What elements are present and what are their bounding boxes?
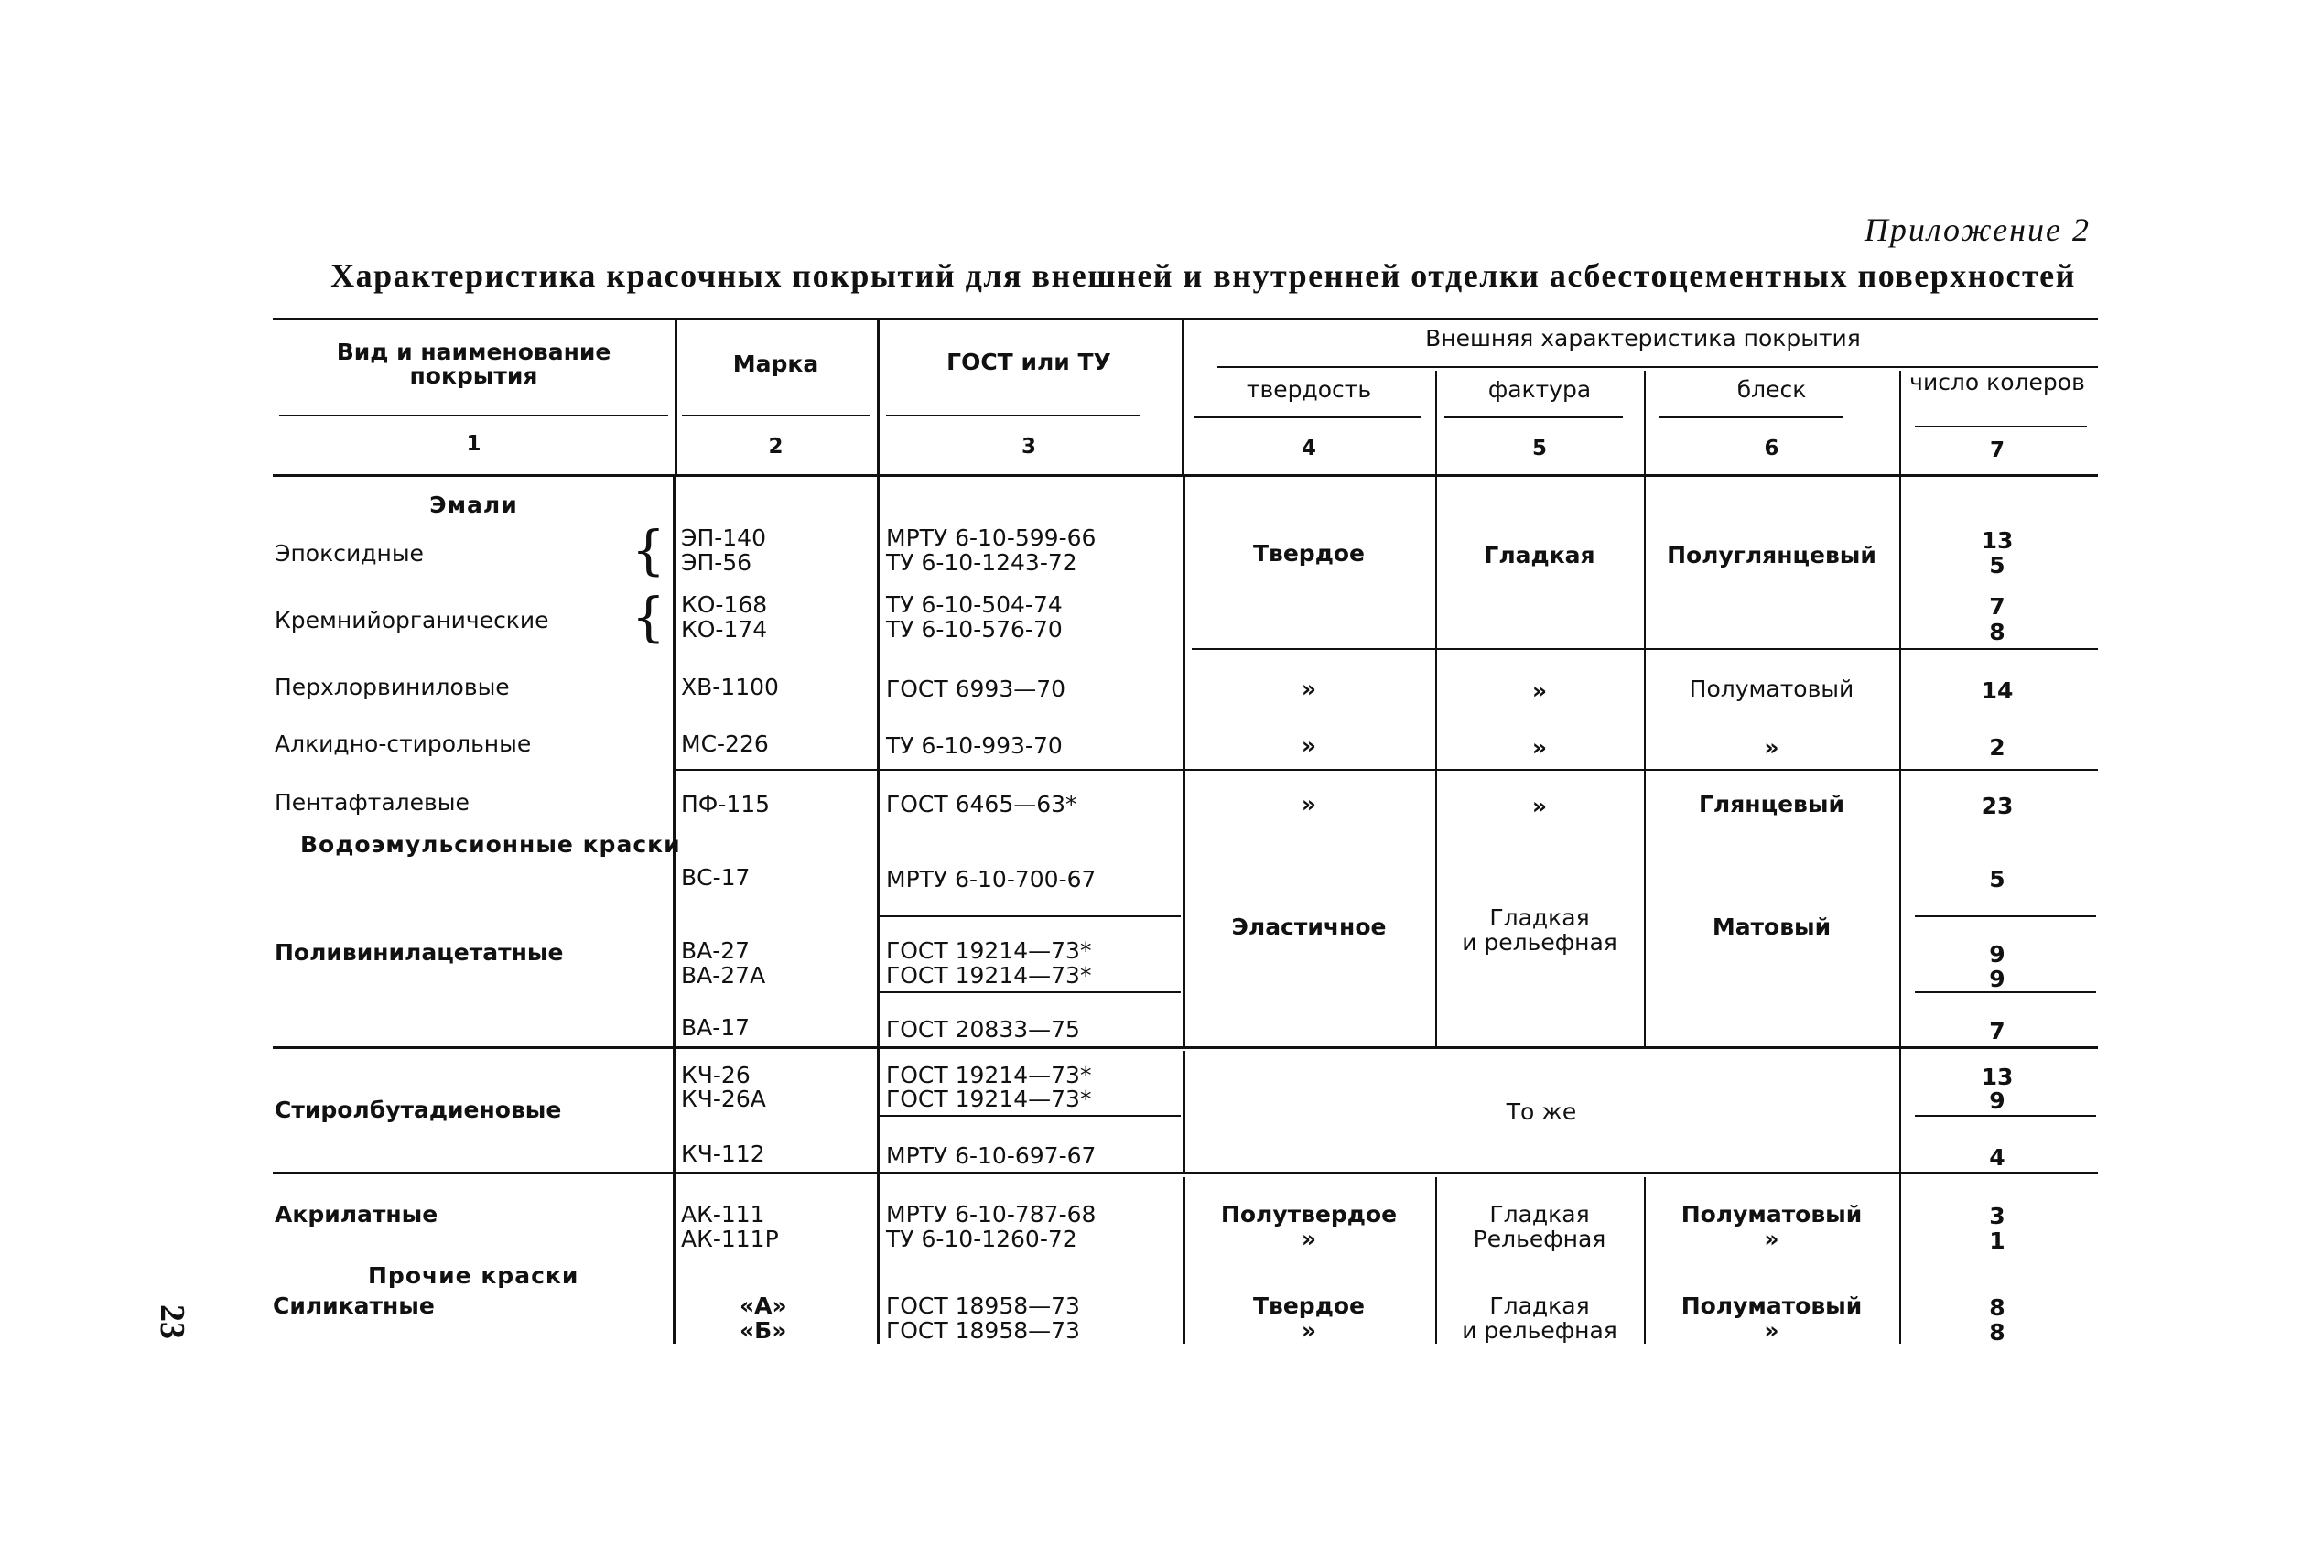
row-penta-texture: »: [1531, 793, 1548, 819]
row-silicate-texture-1: Гладкая: [1489, 1292, 1590, 1319]
appendix-label: Приложение 2: [1864, 211, 2091, 248]
row-penta-gloss: Глянцевый: [1699, 791, 1844, 817]
row-styrene-gost-2: МРТУ 6-10-697-67: [886, 1142, 1097, 1169]
table-title: Характеристика красочных покрытий для внешней и внутренней отделки асбестоцементных поверхностей: [330, 257, 2076, 294]
row-styrene-gost-1a: ГОСТ 19214—73*: [886, 1062, 1092, 1088]
section-other: Прочие краски: [368, 1262, 579, 1289]
row-acryl-name: Акрилатные: [275, 1201, 438, 1227]
row-acryl-gloss-2: »: [1764, 1226, 1779, 1252]
row-alkyd-mark: МС-226: [681, 730, 769, 757]
row-silicate-gloss-2: »: [1764, 1317, 1779, 1344]
row-alkyd-hardness: »: [1301, 732, 1317, 759]
row-epoxy-hardness: Твердое: [1252, 540, 1366, 567]
col-num-1: 1: [466, 432, 481, 456]
row-silicone-gost-2: ТУ 6-10-576-70: [886, 616, 1063, 643]
row-epoxy-gloss: Полуглянцевый: [1667, 542, 1876, 568]
row-pva-gloss: Матовый: [1712, 914, 1832, 940]
row-pva-mark-2b: ВА-27А: [681, 962, 766, 989]
header-mark: Марка: [732, 351, 819, 377]
row-acryl-mark-2: АК-111Р: [681, 1226, 779, 1252]
row-acryl-mark-1: АК-111: [681, 1201, 765, 1227]
row-penta-colors: 23: [1981, 793, 2014, 819]
row-alkyd-colors: 2: [1989, 734, 2005, 761]
row-epoxy-name: Эпоксидные: [275, 540, 424, 567]
row-epoxy-texture: Гладкая: [1484, 542, 1595, 568]
row-epoxy-colors-1: 13: [1981, 527, 2014, 554]
header-colors: число колеров: [1909, 369, 2085, 395]
brace-silicone: {: [632, 586, 665, 648]
col-num-5: 5: [1531, 437, 1547, 460]
row-perchlor-gost: ГОСТ 6993—70: [886, 676, 1066, 702]
row-alkyd-texture: »: [1531, 734, 1548, 761]
row-pva-gost-2b: ГОСТ 19214—73*: [886, 962, 1092, 989]
row-perchlor-texture: »: [1531, 677, 1548, 704]
brace-epoxy: {: [632, 519, 665, 581]
row-epoxy-gost-1: МРТУ 6-10-599-66: [886, 524, 1097, 551]
row-perchlor-gloss: Полуматовый: [1689, 676, 1854, 702]
row-silicone-colors-2: 8: [1989, 619, 2005, 645]
section-enamels: Эмали: [429, 492, 518, 518]
row-styrene-mark-1a: КЧ-26: [681, 1062, 751, 1088]
row-styrene-colors-1a: 13: [1981, 1064, 2014, 1090]
row-acryl-gost-2: ТУ 6-10-1260-72: [886, 1226, 1077, 1252]
page-number: 23: [153, 1304, 191, 1339]
row-silicone-mark-1: КО-168: [681, 591, 768, 618]
row-acryl-hardness-1: Полутвердое: [1220, 1201, 1398, 1227]
row-acryl-texture-1: Гладкая: [1489, 1201, 1590, 1227]
section-water-emulsion: Водоэмульсионные краски: [300, 831, 681, 858]
row-pva-mark-3: ВА-17: [681, 1014, 751, 1041]
row-perchlor-hardness: »: [1301, 676, 1317, 702]
header-gloss: блеск: [1736, 376, 1807, 403]
row-pva-name: Поливинилацетатные: [275, 939, 564, 966]
row-silicone-gost-1: ТУ 6-10-504-74: [886, 591, 1063, 618]
row-pva-gost-1: МРТУ 6-10-700-67: [886, 866, 1097, 892]
row-silicate-gloss-1: Полуматовый: [1681, 1292, 1863, 1319]
row-epoxy-mark-1: ЭП-140: [681, 524, 766, 551]
row-pva-colors-1: 5: [1989, 866, 2005, 892]
row-pva-colors-2b: 9: [1989, 966, 2005, 992]
row-pva-hardness: Эластичное: [1231, 914, 1387, 940]
row-perchlor-name: Перхлорвиниловые: [275, 674, 510, 700]
row-styrene-name: Стиролбутадиеновые: [275, 1097, 562, 1123]
row-styrene-mark-2: КЧ-112: [681, 1141, 765, 1167]
row-pva-gost-2a: ГОСТ 19214—73*: [886, 937, 1092, 964]
row-alkyd-name: Алкидно-стирольные: [275, 730, 532, 757]
row-penta-mark: ПФ-115: [681, 791, 771, 817]
row-acryl-texture-2: Рельефная: [1473, 1226, 1606, 1252]
row-penta-name: Пентафталевые: [275, 789, 470, 816]
col-num-4: 4: [1301, 437, 1316, 460]
row-epoxy-gost-2: ТУ 6-10-1243-72: [886, 549, 1077, 576]
row-pva-texture-2: и рельефная: [1462, 929, 1617, 956]
row-pva-texture-1: Гладкая: [1489, 904, 1590, 931]
row-pva-gost-3: ГОСТ 20833—75: [886, 1016, 1080, 1043]
row-silicate-gost-2: ГОСТ 18958—73: [886, 1317, 1080, 1344]
row-styrene-same: То же: [1506, 1098, 1577, 1125]
row-silicate-hardness-2: »: [1301, 1317, 1317, 1344]
row-silicate-hardness-1: Твердое: [1252, 1292, 1366, 1319]
row-styrene-mark-1b: КЧ-26А: [681, 1086, 766, 1112]
row-acryl-gloss-1: Полуматовый: [1681, 1201, 1863, 1227]
header-hardness: твердость: [1246, 376, 1372, 403]
header-gost: ГОСТ или ТУ: [946, 349, 1111, 375]
row-silicate-gost-1: ГОСТ 18958—73: [886, 1292, 1080, 1319]
row-acryl-hardness-2: »: [1301, 1226, 1317, 1252]
row-pva-colors-3: 7: [1989, 1018, 2005, 1044]
col-num-3: 3: [1021, 435, 1036, 459]
row-alkyd-gost: ТУ 6-10-993-70: [886, 732, 1063, 759]
row-epoxy-colors-2: 5: [1989, 552, 2005, 579]
row-silicate-texture-2: и рельефная: [1462, 1317, 1617, 1344]
row-silicate-colors-1: 8: [1989, 1294, 2005, 1321]
row-pva-colors-2a: 9: [1989, 941, 2005, 968]
row-silicate-mark-1: «А»: [740, 1292, 787, 1319]
row-acryl-gost-1: МРТУ 6-10-787-68: [886, 1201, 1097, 1227]
row-silicone-name: Кремнийорганические: [275, 607, 549, 633]
header-external-group: Внешняя характеристика покрытия: [1425, 325, 1861, 351]
row-styrene-gost-1b: ГОСТ 19214—73*: [886, 1086, 1092, 1112]
header-texture: фактура: [1487, 376, 1592, 403]
row-epoxy-mark-2: ЭП-56: [681, 549, 752, 576]
col-num-6: 6: [1764, 437, 1779, 460]
row-penta-gost: ГОСТ 6465—63*: [886, 791, 1077, 817]
row-pva-mark-1: ВС-17: [681, 864, 751, 891]
row-silicone-mark-2: КО-174: [681, 616, 768, 643]
row-silicate-mark-2: «Б»: [740, 1317, 787, 1344]
header-kind-name: Вид и наименование покрытия: [336, 339, 611, 390]
row-acryl-colors-2: 1: [1989, 1227, 2005, 1254]
row-perchlor-mark: ХВ-1100: [681, 674, 779, 700]
row-perchlor-colors: 14: [1981, 677, 2014, 704]
row-silicone-colors-1: 7: [1989, 593, 2005, 620]
row-penta-hardness: »: [1301, 791, 1317, 817]
row-styrene-colors-1b: 9: [1989, 1087, 2005, 1114]
row-acryl-colors-1: 3: [1989, 1203, 2005, 1229]
row-silicate-name: Силикатные: [273, 1292, 435, 1319]
row-alkyd-gloss: »: [1764, 734, 1779, 761]
col-num-7: 7: [1989, 438, 2005, 462]
row-pva-mark-2a: ВА-27: [681, 937, 751, 964]
col-num-2: 2: [768, 435, 784, 459]
row-silicate-colors-2: 8: [1989, 1319, 2005, 1346]
row-styrene-colors-2: 4: [1989, 1144, 2005, 1171]
